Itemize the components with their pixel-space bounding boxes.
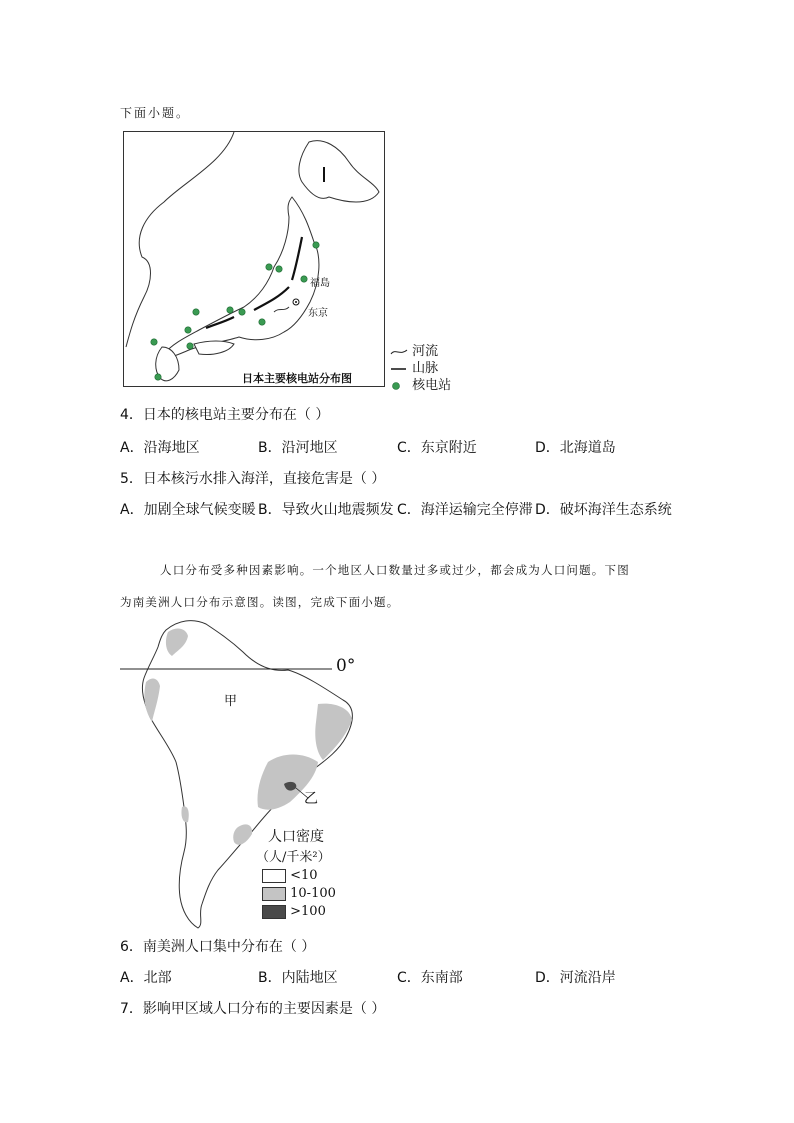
south-america-map — [118, 612, 368, 930]
q6-option-d[interactable]: D．河流沿岸 — [535, 970, 616, 986]
mountain-line-icon — [390, 363, 408, 375]
equator-label: 0° — [336, 656, 356, 676]
density-legend-medium: 10-100 — [262, 886, 336, 901]
q4-option-b[interactable]: B．沿河地区 — [258, 440, 338, 456]
legend-swatch-medium — [262, 887, 286, 901]
q4-option-a[interactable]: A．沿海地区 — [120, 440, 200, 456]
japan-map-title: 日本主要核电站分布图 — [242, 372, 352, 385]
nuclear-station-icon — [390, 380, 408, 392]
label-yi: 乙 — [304, 791, 318, 807]
legend-swatch-high — [262, 905, 286, 919]
q5-option-c[interactable]: C．海洋运输完全停滞 — [397, 502, 533, 518]
q4-option-c[interactable]: C．东京附近 — [397, 440, 477, 456]
q5-option-a[interactable]: A．加剧全球气候变暖 — [120, 502, 256, 518]
legend-station: 核电站 — [390, 374, 451, 393]
label-fukushima: 福島 — [310, 278, 330, 289]
q5-stem: 5．日本核污水排入海洋，直接危害是（ ） — [120, 471, 386, 487]
river-icon — [390, 346, 408, 358]
q5-option-b[interactable]: B．导致火山地震频发 — [258, 502, 394, 518]
legend-mountain: 山脉 — [390, 357, 438, 376]
passage-line-1: 人口分布受多种因素影响。一个地区人口数量过多或过少，都会成为人口问题。下图 — [160, 563, 630, 577]
density-legend-high: >100 — [262, 904, 326, 919]
passage-line-2: 为南美洲人口分布示意图。读图，完成下面小题。 — [120, 595, 400, 609]
japan-map — [123, 131, 385, 387]
legend-river: 河流 — [390, 340, 438, 359]
intro-tail: 下面小题。 — [120, 106, 191, 120]
q5-option-d[interactable]: D．破坏海洋生态系统 — [535, 502, 672, 518]
continent-outline — [142, 621, 352, 928]
q6-option-a[interactable]: A．北部 — [120, 970, 172, 986]
density-legend-title: 人口密度 — [268, 829, 324, 845]
label-tokyo: 东京 — [308, 308, 328, 319]
q4-option-d[interactable]: D．北海道岛 — [535, 440, 616, 456]
q6-option-c[interactable]: C．东南部 — [397, 970, 463, 986]
japan-map-drawing — [124, 132, 385, 387]
density-legend-low: <10 — [262, 868, 318, 883]
legend-swatch-low — [262, 869, 286, 883]
q4-stem: 4．日本的核电站主要分布在（ ） — [120, 407, 330, 423]
q6-stem: 6．南美洲人口集中分布在（ ） — [120, 939, 316, 955]
q7-stem: 7．影响甲区域人口分布的主要因素是（ ） — [120, 1001, 386, 1017]
q6-option-b[interactable]: B．内陆地区 — [258, 970, 338, 986]
density-legend-unit: （人/千米²） — [256, 850, 331, 865]
label-jia: 甲 — [224, 694, 238, 709]
